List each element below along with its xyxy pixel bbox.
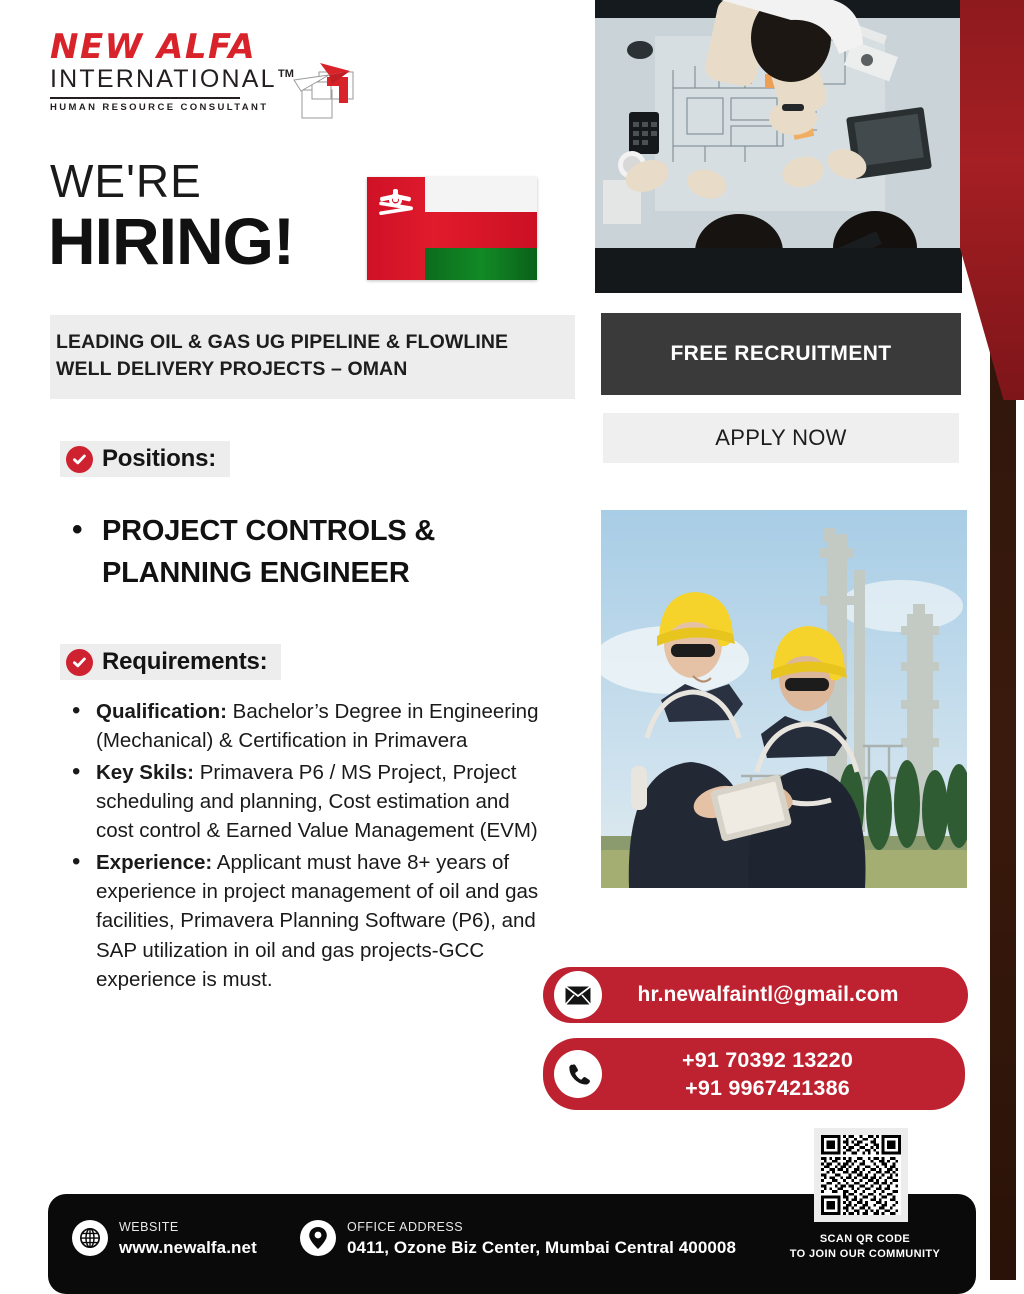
requirement-text: Applicant must have 8+ years of experience in project management of oil and gas facilities, Primavera Planning Software (P6), and SAP utilization in oil and gas projects-GCC experience is must.	[96, 850, 539, 991]
phone-number-2: +91 9967421386	[685, 1076, 850, 1100]
email-contact-pill[interactable]	[543, 967, 968, 1023]
phone-number-1: +91 70392 13220	[682, 1047, 853, 1072]
subtitle-line-1: LEADING OIL & GAS UG PIPELINE & FLOWLINE	[56, 331, 509, 353]
footer-website-value: www.newalfa.net	[119, 1237, 257, 1257]
phone-contact-pill[interactable]	[543, 1038, 965, 1110]
qr-caption-line-1: SCAN QR CODE	[819, 1233, 911, 1245]
positions-list	[68, 510, 568, 594]
photo-site-engineers	[601, 510, 967, 888]
list-item: • PROJECT CONTROLS & PLANNING ENGINEER	[68, 510, 568, 594]
job-subtitle	[50, 315, 575, 399]
requirement-label: Qualification:	[96, 700, 227, 723]
footer-website-text	[119, 1218, 257, 1258]
globe-icon	[72, 1220, 108, 1256]
photo-team-meeting	[595, 0, 962, 293]
requirements-section-header	[60, 644, 281, 680]
phone-icon	[554, 1050, 602, 1098]
logo-divider	[50, 97, 240, 99]
list-item	[68, 697, 548, 756]
list-item	[68, 848, 548, 995]
list-item	[68, 758, 548, 846]
requirement-text: Bachelor’s Degree in Engineering (Mechanical) & Certification in Primavera	[96, 700, 539, 753]
logo-name-secondary: INTERNATIONAL	[50, 65, 277, 93]
headline-pre: WE'RE	[50, 155, 202, 207]
trademark-mark: TM	[278, 68, 294, 80]
free-recruitment-banner: FREE RECRUITMENT	[601, 313, 961, 395]
check-circle-icon	[66, 446, 93, 473]
logo-arrow-squares-icon	[288, 58, 370, 140]
apply-now-button[interactable]: APPLY NOW	[603, 413, 959, 463]
oman-flag-icon	[367, 177, 537, 280]
requirements-label: Requirements:	[102, 648, 268, 675]
qr-caption	[760, 1232, 970, 1262]
footer-address-text	[347, 1218, 736, 1258]
phone-numbers	[602, 1046, 965, 1103]
footer-address-caption: OFFICE ADDRESS	[347, 1220, 464, 1234]
logo-name-primary: NEW ALFA	[50, 27, 257, 67]
location-pin-icon	[300, 1220, 336, 1256]
envelope-icon	[554, 971, 602, 1019]
page-title: HIRING!	[48, 204, 294, 278]
footer-website-caption: WEBSITE	[119, 1220, 179, 1234]
requirement-label: Experience:	[96, 850, 213, 874]
qr-code-frame	[814, 1128, 908, 1222]
positions-section-header	[60, 441, 230, 477]
requirement-text: Primavera P6 / MS Project, Project scheduling and planning, Cost estimation and cost control & Earned Value Management (EVM)	[96, 760, 538, 843]
requirement-label: Key Skils:	[96, 760, 194, 784]
subtitle-line-2: WELL DELIVERY PROJECTS – OMAN	[56, 357, 408, 380]
qr-code-block	[814, 1128, 908, 1222]
footer-address-value: 0411, Ozone Biz Center, Mumbai Central 400008	[347, 1237, 737, 1257]
positions-label: Positions:	[102, 445, 217, 472]
footer-address	[300, 1218, 736, 1258]
company-logo	[50, 27, 350, 140]
qr-caption-line-2: TO JOIN OUR COMMUNITY	[789, 1247, 941, 1260]
footer-website[interactable]	[72, 1218, 257, 1258]
qr-code-image[interactable]	[821, 1135, 901, 1215]
email-address: hr.newalfaintl@gmail.com	[637, 983, 899, 1006]
logo-tagline: HUMAN RESOURCE CONSULTANT	[50, 101, 269, 113]
decorative-red-angle	[960, 0, 1024, 400]
requirements-list	[68, 697, 548, 996]
check-circle-icon	[66, 649, 93, 676]
